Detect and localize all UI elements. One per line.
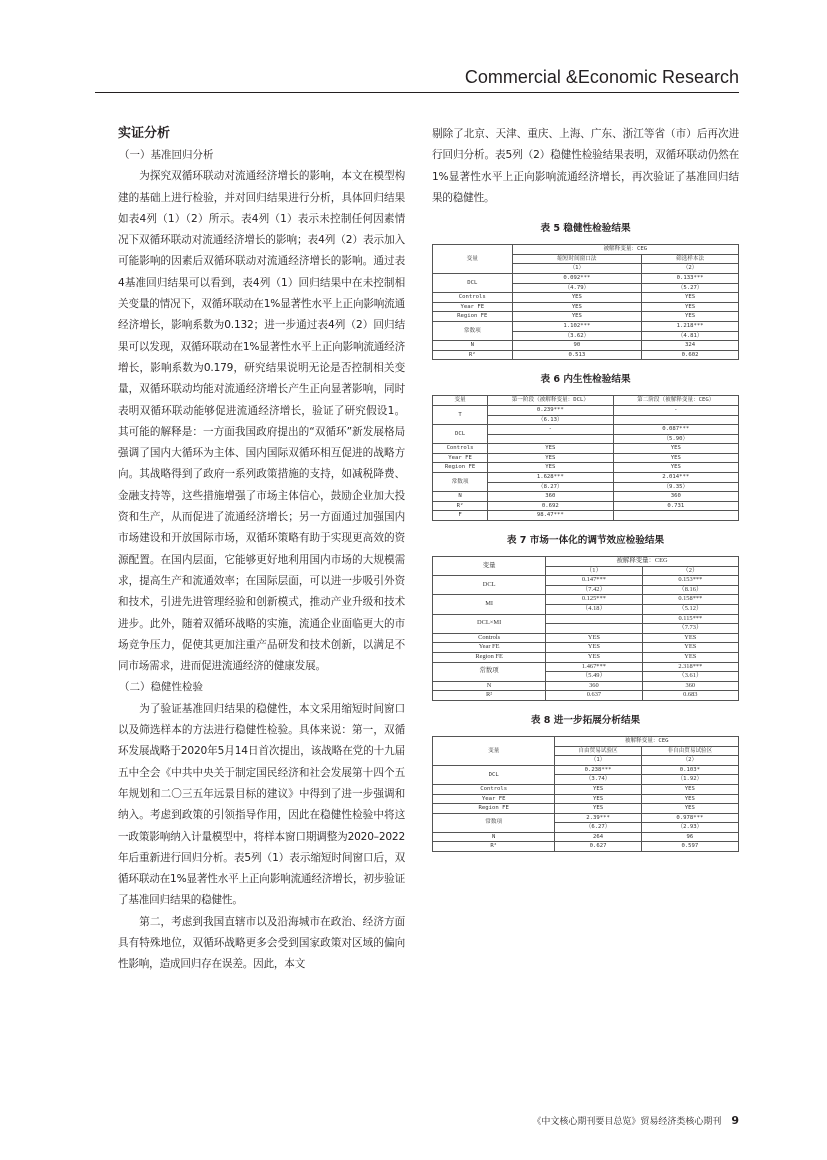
table-cell: YES (546, 633, 642, 643)
paragraph-robustness-2: 第二，考虑到我国直辖市以及沿海城市在政治、经济方面具有特殊地位，双循环战略更多会受到国家政策对区域的偏向性影响，造成回归存在误差。因此，本文 (118, 915, 405, 971)
table-cell: 2.014*** (613, 473, 738, 483)
page-number: 9 (731, 1114, 739, 1127)
table-cell: 0.239*** (488, 405, 613, 415)
table-cell: 0.602 (642, 350, 739, 360)
row-label: MI (433, 595, 546, 614)
row-label: Controls (433, 444, 488, 454)
table-cell: YES (641, 794, 738, 804)
table-cell: YES (642, 633, 738, 643)
table-cell: YES (488, 453, 613, 463)
table5 (432, 244, 739, 360)
table-header: 非自由贸易试验区 (641, 746, 738, 756)
table-cell: 0.683 (642, 691, 738, 701)
table-cell: （4.79） (512, 283, 642, 293)
table-cell: （5.12） (642, 605, 738, 615)
table-cell: - (613, 405, 738, 415)
table-cell: 2.39*** (555, 813, 641, 823)
table-cell (546, 614, 642, 624)
table-cell: （9.35） (613, 482, 738, 492)
row-label: N (433, 681, 546, 691)
table-cell: YES (488, 444, 613, 454)
table-cell: 360 (488, 492, 613, 502)
row-label: N (433, 341, 513, 351)
table-cell: 0.692 (488, 501, 613, 511)
paragraph-continued: 剔除了北京、天津、重庆、上海、广东、浙江等省（市）后再次进行回归分析。表5列（2）稳健性检验结果表明，双循环联动仍然在1%显著性水平上正向影响流通经济增长，再次验证了基准回归结果的稳健性。 (432, 128, 739, 204)
table-cell: 0.158*** (642, 595, 738, 605)
table-cell: （7.42） (546, 585, 642, 595)
table-cell: YES (642, 312, 739, 322)
table-cell: （4.18） (546, 605, 642, 615)
table-cell: YES (641, 784, 738, 794)
row-label: R² (433, 691, 546, 701)
table-cell: （4.81） (642, 331, 739, 341)
row-label: 常数项 (433, 662, 546, 681)
table-cell: 0.153*** (642, 576, 738, 586)
row-label: N (433, 832, 555, 842)
table-cell (613, 415, 738, 425)
row-label: T (433, 405, 488, 424)
table-cell: 0.125*** (546, 595, 642, 605)
table-cell: YES (613, 463, 738, 473)
table-cell: YES (642, 652, 738, 662)
row-label: DCL×MI (433, 614, 546, 633)
table-cell: - (488, 425, 613, 435)
row-label: R² (433, 501, 488, 511)
table-cell: （6.13） (488, 415, 613, 425)
table6 (432, 395, 739, 521)
table-cell: 0.115*** (642, 614, 738, 624)
table-cell: 90 (512, 341, 642, 351)
table-header: 被解释变量：CEG (512, 245, 738, 255)
table5-caption: 表 5 稳健性检验结果 (540, 223, 631, 235)
table-header: （2） (642, 566, 738, 576)
table-cell: （7.73） (642, 624, 738, 634)
table-cell: YES (642, 643, 738, 653)
table-header: （2） (641, 756, 738, 766)
table-cell: 1.628*** (488, 473, 613, 483)
table-cell (613, 511, 738, 521)
table-cell: （5.49） (546, 672, 642, 682)
table-cell (488, 434, 613, 444)
table-header: 变量 (433, 736, 555, 765)
paragraph-robustness-1: 为了验证基准回归结果的稳健性，本文采用缩短时间窗口以及筛选样本的方法进行稳健性检验。具体来说：第一，双循环发展战略于2020年5月14日首次提出，该战略在党的十九届五中全会《中共中央关于制定国民经济和社会发展第十四个五年规划和二〇三五年远景目标的建议》中得到了进一步强调和纳入。考虑到政策的引领指导作用，因此在稳健性检验中将这一政策影响纳入计量模型中，将样本窗口期调整为2020–2022年后重新进行回归分析。表5列（1）表示缩短时间窗口后，双循环联动在1%显著性水平上正向影响流通经济增长，初步验证了基准回归结果的稳健性。 (118, 702, 405, 907)
table-cell: 1.467*** (546, 662, 642, 672)
table-cell: 360 (642, 681, 738, 691)
table-cell: 96 (641, 832, 738, 842)
table-header: （1） (546, 566, 642, 576)
header-rule (95, 92, 739, 93)
left-column (118, 124, 405, 976)
table-cell: YES (642, 302, 739, 312)
table-cell: YES (488, 463, 613, 473)
table-header: 第一阶段（被解释变量：DCL） (488, 396, 613, 406)
table-cell: （3.74） (555, 775, 641, 785)
table-header: 变量 (433, 396, 488, 406)
table-header: （2） (642, 264, 739, 274)
row-label: 常数项 (433, 473, 488, 492)
table-cell: 0.637 (546, 691, 642, 701)
table-cell: （5.90） (613, 434, 738, 444)
row-label: Controls (433, 784, 555, 794)
table8 (432, 736, 739, 852)
right-column (432, 124, 739, 852)
table-cell: 0.731 (613, 501, 738, 511)
row-label: DCL (433, 273, 513, 292)
table-cell: 0.087*** (613, 425, 738, 435)
row-label: DCL (433, 765, 555, 784)
footer-text: 《中文核心期刊要目总览》贸易经济类核心期刊 (532, 1117, 722, 1127)
row-label: Region FE (433, 652, 546, 662)
table-cell: （5.27） (642, 283, 739, 293)
table-cell: YES (512, 312, 642, 322)
table-cell: 324 (642, 341, 739, 351)
row-label: Year FE (433, 643, 546, 653)
table-cell: （8.16） (642, 585, 738, 595)
table-header: 变量 (433, 245, 513, 274)
table-cell: 0.627 (555, 842, 641, 852)
section-title: 实证分析 (118, 126, 171, 141)
table-cell: 98.47*** (488, 511, 613, 521)
table-cell: YES (613, 444, 738, 454)
table-cell: （3.62） (512, 331, 642, 341)
table-cell: YES (546, 643, 642, 653)
row-label: Controls (433, 633, 546, 643)
table-header: 被解释变量：CEG (555, 736, 739, 746)
table-cell: 0.147*** (546, 576, 642, 586)
table-header: 自由贸易试验区 (555, 746, 641, 756)
table7 (432, 556, 739, 701)
table-header: 变量 (433, 557, 546, 576)
table-cell: 0.597 (641, 842, 738, 852)
table-cell: YES (642, 293, 739, 303)
table-cell: 0.238*** (555, 765, 641, 775)
table7-caption: 表 7 市场一体化的调节效应检验结果 (506, 535, 665, 547)
table-cell: YES (555, 784, 641, 794)
table-cell: YES (512, 293, 642, 303)
table-cell: 264 (555, 832, 641, 842)
row-label: Region FE (433, 312, 513, 322)
subsection-baseline: （一）基准回归分析 (119, 149, 214, 161)
table8-caption: 表 8 进一步拓展分析结果 (530, 714, 641, 726)
row-label: F (433, 511, 488, 521)
table-cell: YES (613, 453, 738, 463)
table-cell: 1.218*** (642, 321, 739, 331)
table-cell: 0.133*** (642, 273, 739, 283)
table-header: （1） (512, 264, 642, 274)
table-header: 第二阶段（被解释变量：CEG） (613, 396, 738, 406)
table-header: 筛选样本法 (642, 254, 739, 264)
row-label: R² (433, 842, 555, 852)
row-label: N (433, 492, 488, 502)
subsection-robustness: （二）稳健性检验 (119, 681, 203, 694)
table-header: （1） (555, 756, 641, 766)
paragraph-baseline: 为探究双循环联动对流通经济增长的影响，本文在模型构建的基础上进行检验，并对回归结果进行分析，具体回归结果如表4列（1）（2）所示。表4列（1）表示未控制任何因素情况下双循环联动对流通经济增长的影响；表4列（2）表示加入可能影响的因素后双循环联动对流通经济增长的影响。通过表4基准回归结果可以看到，表4列（1）回归结果中在未控制相关变量的情况下，双循环联动在1%显著性水平上正向影响流通经济增长，影响系数为0.132；进一步通过表4列（2）回归结果可以发现，双循环联动在1%显著性水平上正向影响流通经济增长，影响系数为0.179，研究结果说明无论是否控制相关变量，双循环联动均能对流通经济增长产生正向显著影响，同时表明双循环联动能够促进流通经济增长，验证了研究假设1。其可能的解释是：一方面我国政府提出的“双循环”新发展格局强调了国内大循环为主体、国内国际双循环相互促进的战略方向。其战略得到了政府一系列政策措施的支持，如减税降费、金融支持等，这些措施增强了市场主体信心，鼓励企业加大投资和生产，从而促进了流通经济增长；另一方面通过加强国内市场建设和开放国际市场，双循环策略有助于实现更高效的资源配置。在国内层面，它能够更好地利用国内市场的大规模需求，提高生产和流通效率；在国际层面，可以进一步吸引外资和技术，引进先进管理经验和创新模式，推动产业升级和技术进步。此外，随着双循环战略的实施，流通企业面临更大的市场竞争压力，促使其更加注重产品研发和技术创新，以满足不同市场需求，进而促进流通经济的健康发展。 (118, 170, 405, 673)
table6-caption: 表 6 内生性检验结果 (540, 374, 631, 386)
table-cell: （1.92） (641, 775, 738, 785)
table-header: 缩短时间窗口法 (512, 254, 642, 264)
page-footer (532, 1114, 739, 1127)
table-cell: YES (512, 302, 642, 312)
row-label: Year FE (433, 794, 555, 804)
row-label: Region FE (433, 463, 488, 473)
table-cell: 360 (613, 492, 738, 502)
journal-title: Commercial &Economic Research (464, 67, 739, 87)
table-cell: （3.61） (642, 672, 738, 682)
row-label: Region FE (433, 804, 555, 814)
row-label: Year FE (433, 453, 488, 463)
row-label: Controls (433, 293, 513, 303)
table-cell: 0.978*** (641, 813, 738, 823)
table-cell: （6.27） (555, 823, 641, 833)
table-cell: 0.092*** (512, 273, 642, 283)
table-cell: 1.102*** (512, 321, 642, 331)
table-cell: 0.103* (641, 765, 738, 775)
row-label: DCL (433, 425, 488, 444)
table-cell: 0.513 (512, 350, 642, 360)
table-cell: （8.27） (488, 482, 613, 492)
row-label: DCL (433, 576, 546, 595)
table-cell (546, 624, 642, 634)
row-label: R² (433, 350, 513, 360)
table-cell: 2.318*** (642, 662, 738, 672)
row-label: 常数项 (433, 813, 555, 832)
row-label: 常数项 (433, 321, 513, 340)
table-cell: 360 (546, 681, 642, 691)
table-cell: YES (555, 794, 641, 804)
table-cell: （2.93） (641, 823, 738, 833)
table-header: 被解释变量：CEG (546, 557, 739, 567)
table-cell: YES (641, 804, 738, 814)
table-cell: YES (555, 804, 641, 814)
row-label: Year FE (433, 302, 513, 312)
table-cell: YES (546, 652, 642, 662)
